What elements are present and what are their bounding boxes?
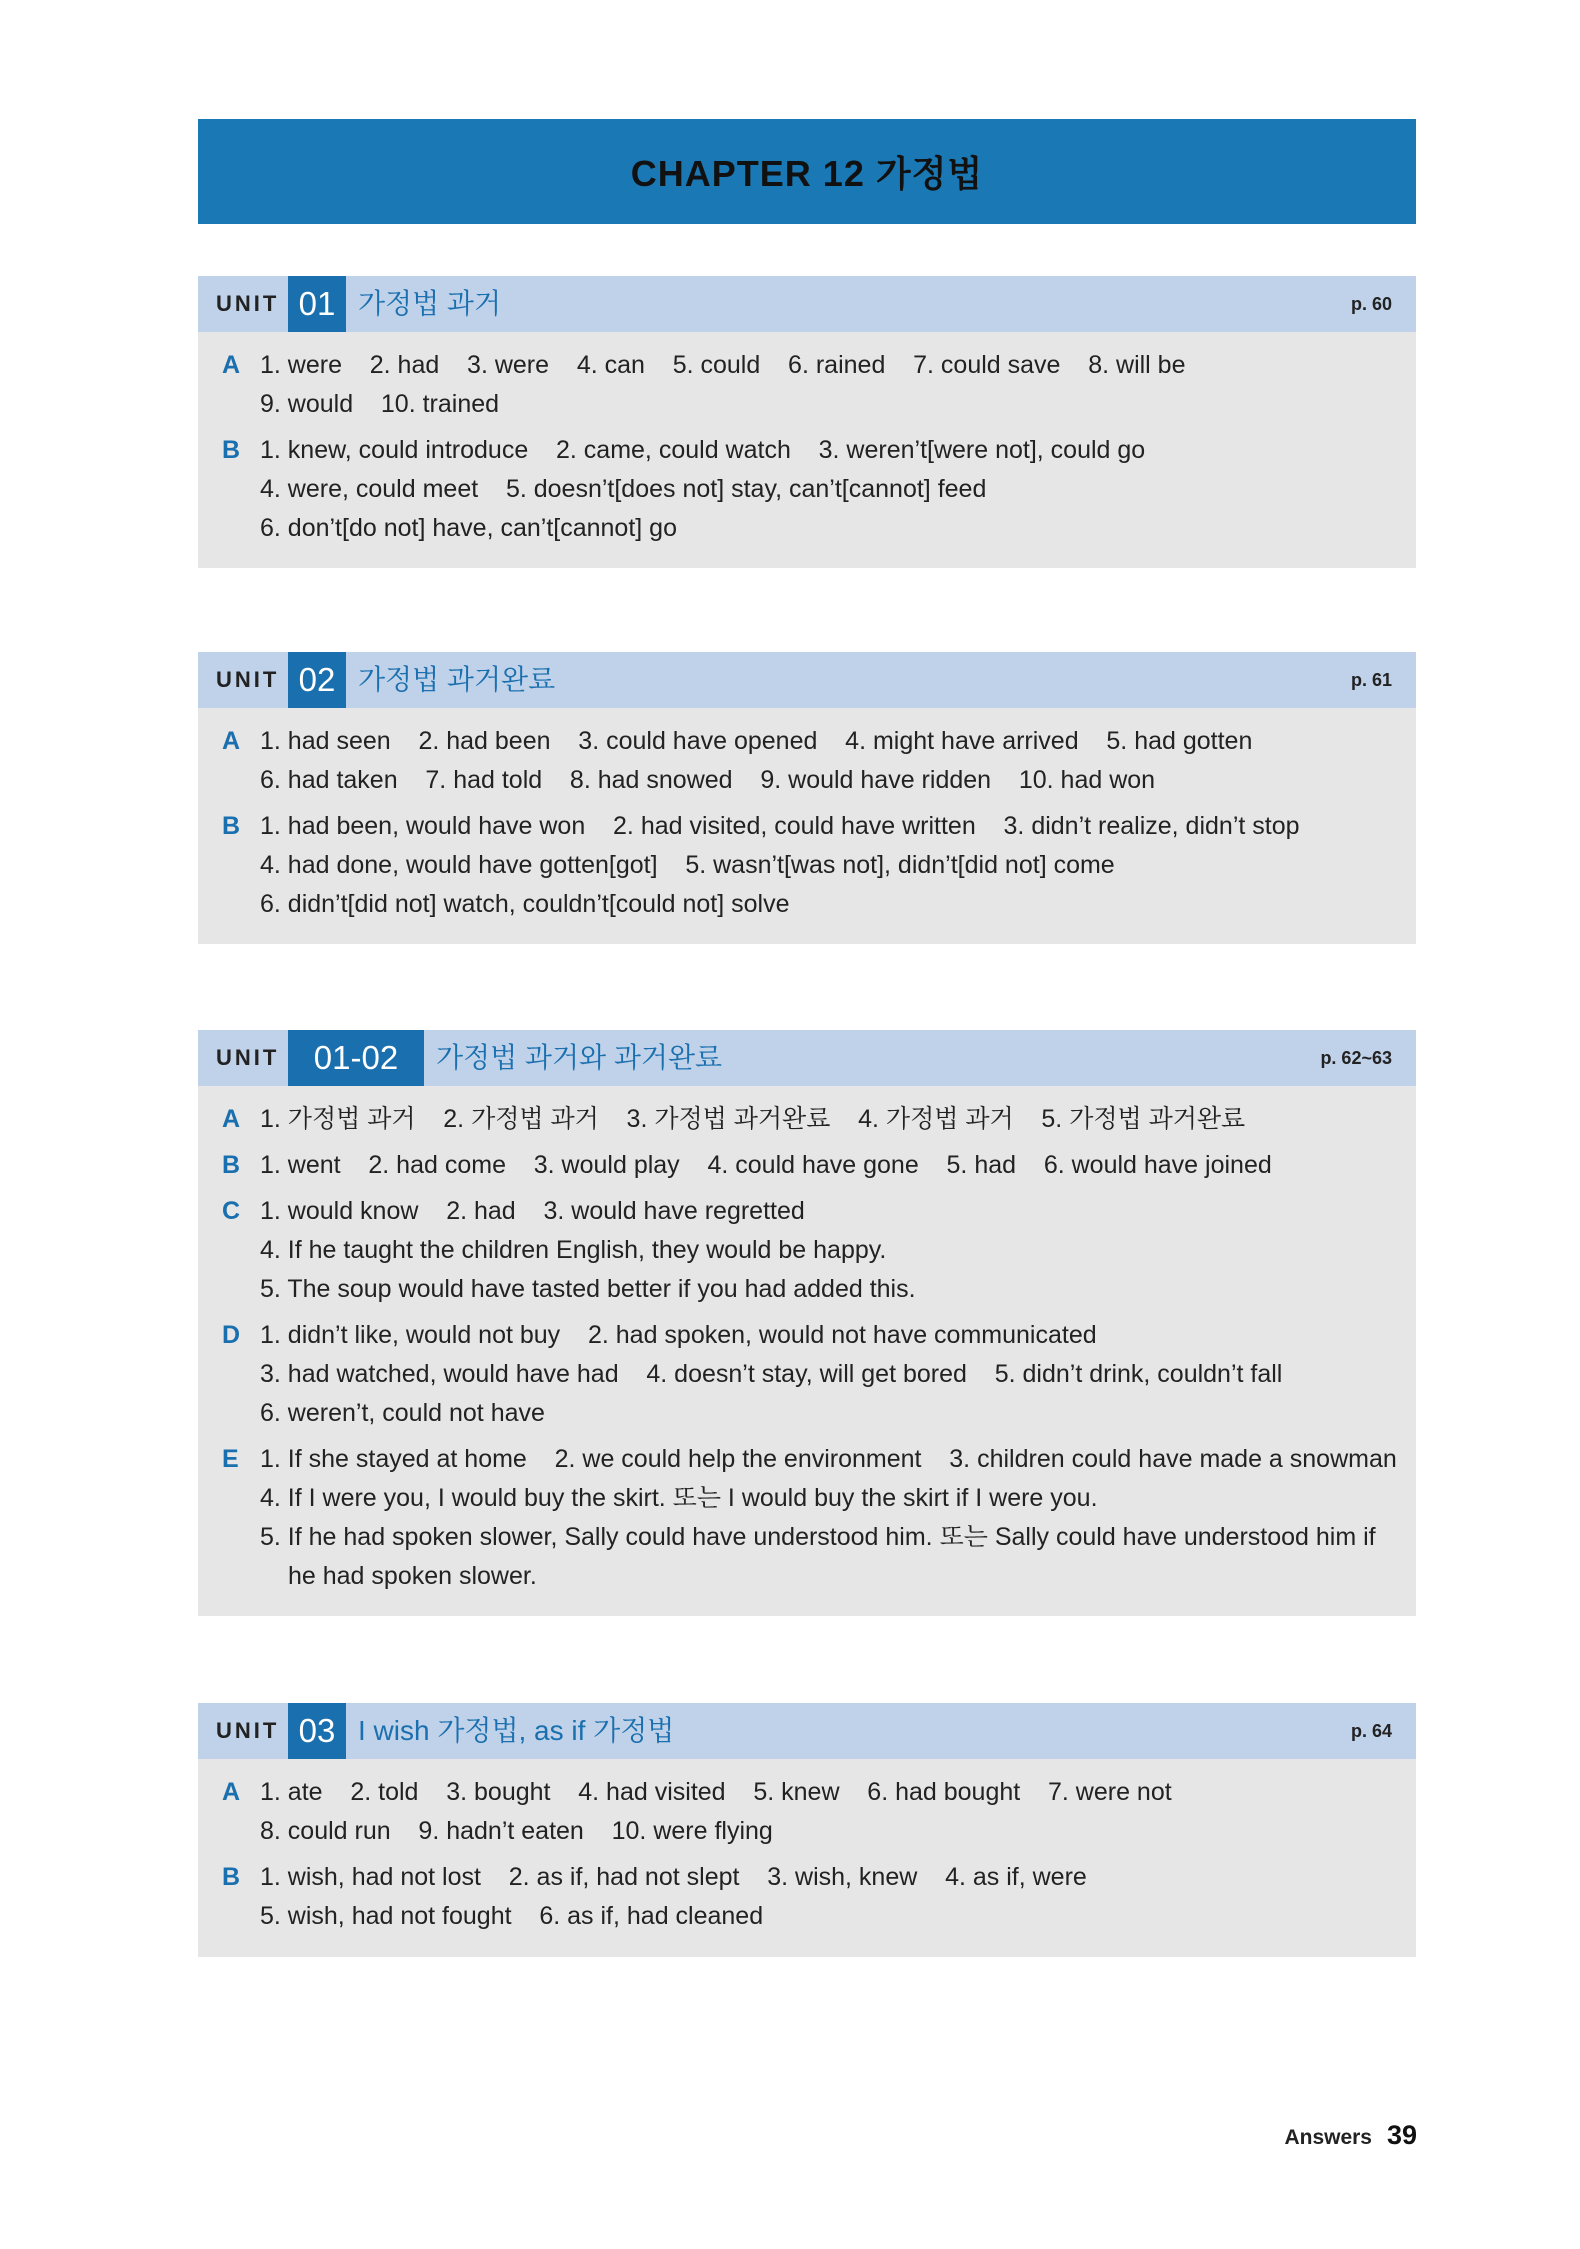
- answer-group-a: [198, 346, 1416, 424]
- answer-line-continued: he had spoken slower.: [288, 1562, 537, 1590]
- answer-line: 3. had watched, would have had 4. doesn’t stay, will get bored 5. didn’t drink, couldn’t fall: [260, 1360, 1283, 1388]
- unit-answers: [198, 1759, 1416, 1961]
- answer-group-b: [198, 1858, 1416, 1936]
- answer-line: 1. 가정법 과거 2. 가정법 과거 3. 가정법 과거완료 4. 가정법 과거 5. 가정법 과거완료: [260, 1105, 1246, 1133]
- answer-line: 4. were, could meet 5. doesn’t[does not] stay, can’t[cannot] feed: [260, 475, 987, 503]
- footer-section-label: Answers: [1284, 2126, 1372, 2149]
- answer-line: 1. would know 2. had 3. would have regretted: [260, 1197, 805, 1225]
- unit-label: UNIT: [216, 1718, 280, 1743]
- answer-line: 1. had been, would have won 2. had visited, could have written 3. didn’t realize, didn’t stop: [260, 812, 1300, 840]
- unit-page-ref: p. 64: [1350, 1721, 1392, 1741]
- answer-letter: A: [222, 727, 241, 755]
- unit-title: 가정법 과거와 과거완료: [436, 1042, 723, 1073]
- answer-letter: B: [222, 1151, 241, 1179]
- unit-section-01-02: [198, 1030, 1416, 1616]
- unit-header: [198, 1030, 1416, 1086]
- answer-group-b: [198, 807, 1416, 924]
- unit-section-02: [198, 652, 1416, 944]
- answer-letter: B: [222, 1863, 241, 1891]
- answer-letter: B: [222, 812, 241, 840]
- unit-number: 01-02: [288, 1030, 424, 1086]
- answer-group-d: [198, 1316, 1416, 1433]
- chapter-title: CHAPTER 12 가정법: [630, 153, 984, 194]
- answer-line: 4. had done, would have gotten[got] 5. wasn’t[was not], didn’t[did not] come: [260, 851, 1115, 879]
- answer-line: 1. If she stayed at home 2. we could help the environment 3. children could have made a snowman: [260, 1445, 1397, 1473]
- unit-title: I wish 가정법, as if 가정법: [358, 1715, 675, 1746]
- answer-line: 1. didn’t like, would not buy 2. had spoken, would not have communicated: [260, 1321, 1097, 1349]
- answer-line: 5. wish, had not fought 6. as if, had cleaned: [260, 1902, 764, 1930]
- answer-group-b: [198, 431, 1416, 548]
- unit-number: 01: [288, 276, 346, 332]
- answer-letter: A: [222, 1778, 241, 1806]
- unit-label: UNIT: [216, 1045, 280, 1070]
- answer-group-a: [198, 1773, 1416, 1851]
- unit-title: 가정법 과거완료: [358, 664, 556, 695]
- answer-letter: B: [222, 436, 241, 464]
- answer-line: 5. If he had spoken slower, Sally could have understood him. 또는 Sally could have understood him if: [260, 1523, 1376, 1551]
- unit-label: UNIT: [216, 667, 280, 692]
- answer-line: 1. wish, had not lost 2. as if, had not slept 3. wish, knew 4. as if, were: [260, 1863, 1087, 1891]
- chapter-banner: [198, 119, 1416, 224]
- answer-line: 5. The soup would have tasted better if you had added this.: [260, 1275, 916, 1303]
- answer-letter: E: [222, 1445, 239, 1473]
- answer-letter: A: [222, 1105, 241, 1133]
- answer-group-a: [198, 722, 1416, 800]
- unit-section-03: [198, 1703, 1416, 1957]
- answer-line: 8. could run 9. hadn’t eaten 10. were flying: [260, 1817, 773, 1845]
- unit-answers: [198, 332, 1416, 573]
- unit-answers: [198, 708, 1416, 949]
- answer-line: 6. weren’t, could not have: [260, 1399, 545, 1427]
- unit-label: UNIT: [216, 291, 280, 316]
- unit-page-ref: p. 62~63: [1320, 1048, 1392, 1068]
- page-number: 39: [1386, 2120, 1417, 2150]
- answer-letter: C: [222, 1197, 241, 1225]
- answer-line: 4. If I were you, I would buy the skirt. 또는 I would buy the skirt if I were you.: [260, 1484, 1098, 1512]
- unit-page-ref: p. 60: [1350, 294, 1392, 314]
- unit-page-ref: p. 61: [1350, 670, 1392, 690]
- answer-group-a: [198, 1100, 1416, 1139]
- answer-line: 6. don’t[do not] have, can’t[cannot] go: [260, 514, 677, 542]
- answer-letter: D: [222, 1321, 241, 1349]
- answer-line: 6. didn’t[did not] watch, couldn’t[could not] solve: [260, 890, 790, 918]
- answer-group-c: [198, 1192, 1416, 1309]
- answer-line: 1. had seen 2. had been 3. could have opened 4. might have arrived 5. had gotten: [260, 727, 1253, 755]
- answer-group-e: [198, 1440, 1416, 1596]
- answer-line: 1. went 2. had come 3. would play 4. could have gone 5. had 6. would have joined: [260, 1151, 1272, 1179]
- unit-number: 02: [288, 652, 346, 708]
- unit-section-01: [198, 276, 1416, 568]
- unit-title: 가정법 과거: [358, 288, 502, 319]
- answer-line: 1. were 2. had 3. were 4. can 5. could 6. rained 7. could save 8. will be: [260, 351, 1186, 379]
- unit-header: [198, 276, 1416, 332]
- answer-letter: A: [222, 351, 241, 379]
- unit-header: [198, 652, 1416, 708]
- answer-line: 1. ate 2. told 3. bought 4. had visited 5. knew 6. had bought 7. were not: [260, 1778, 1172, 1806]
- unit-header: [198, 1703, 1416, 1759]
- answer-group-b: [198, 1146, 1416, 1185]
- answer-line: 1. knew, could introduce 2. came, could watch 3. weren’t[were not], could go: [260, 436, 1146, 464]
- unit-number: 03: [288, 1703, 346, 1759]
- answer-line: 9. would 10. trained: [260, 390, 500, 418]
- unit-answers: [198, 1086, 1416, 1621]
- answer-line: 4. If he taught the children English, they would be happy.: [260, 1236, 887, 1264]
- answer-line: 6. had taken 7. had told 8. had snowed 9. would have ridden 10. had won: [260, 766, 1156, 794]
